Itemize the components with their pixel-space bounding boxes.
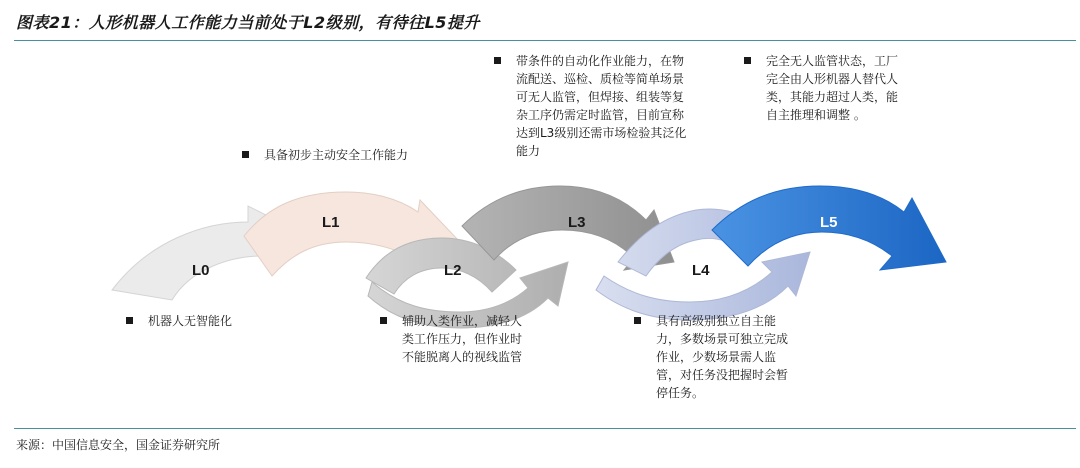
level-label-l2: L2 (444, 262, 462, 279)
description-l4 (656, 312, 790, 402)
bullet-icon (126, 317, 133, 324)
description-l1 (264, 146, 414, 164)
description-l3-text: 带条件的自动化作业能力，在物流配送、巡检、质检等简单场景可无人监管，但焊接、组装等复杂工序仍需定时监管，目前宣称达到L3级别还需市场检验其泛化能力 (516, 54, 687, 158)
figure-title: 图表21：人形机器人工作能力当前处于L2级别，有待往L5提升 (16, 13, 480, 32)
bullet-icon (494, 57, 501, 64)
description-l3 (516, 52, 692, 160)
description-l0 (148, 312, 308, 330)
description-l0-text: 机器人无智能化 (148, 314, 233, 328)
description-l4-text: 具有高级别独立自主能力，多数场景可独立完成作业，少数场景需人监管，对任务没把握时会暂停任务。 (656, 314, 789, 400)
description-l1-text: 具备初步主动安全工作能力 (264, 148, 409, 162)
description-l5-text: 完全无人监管状态，工厂完全由人形机器人替代人类，其能力超过人类，能自主推理和调整 。 (766, 54, 899, 122)
level-label-l1: L1 (322, 214, 340, 231)
description-l5 (766, 52, 900, 124)
description-l2-text: 辅助人类作业，减轻人类工作压力，但作业时不能脱离人的视线监管 (402, 314, 523, 364)
bullet-icon (744, 57, 751, 64)
bullet-icon (634, 317, 641, 324)
bullet-icon (380, 317, 387, 324)
bottom-divider (14, 428, 1076, 429)
level-label-l0: L0 (192, 262, 210, 279)
level-label-l5: L5 (820, 214, 838, 231)
level-label-l3: L3 (568, 214, 586, 231)
description-l2 (402, 312, 526, 366)
level-label-l4: L4 (692, 262, 710, 279)
bullet-icon (242, 151, 249, 158)
source-note: 来源：中国信息安全，国金证券研究所 (16, 438, 221, 452)
